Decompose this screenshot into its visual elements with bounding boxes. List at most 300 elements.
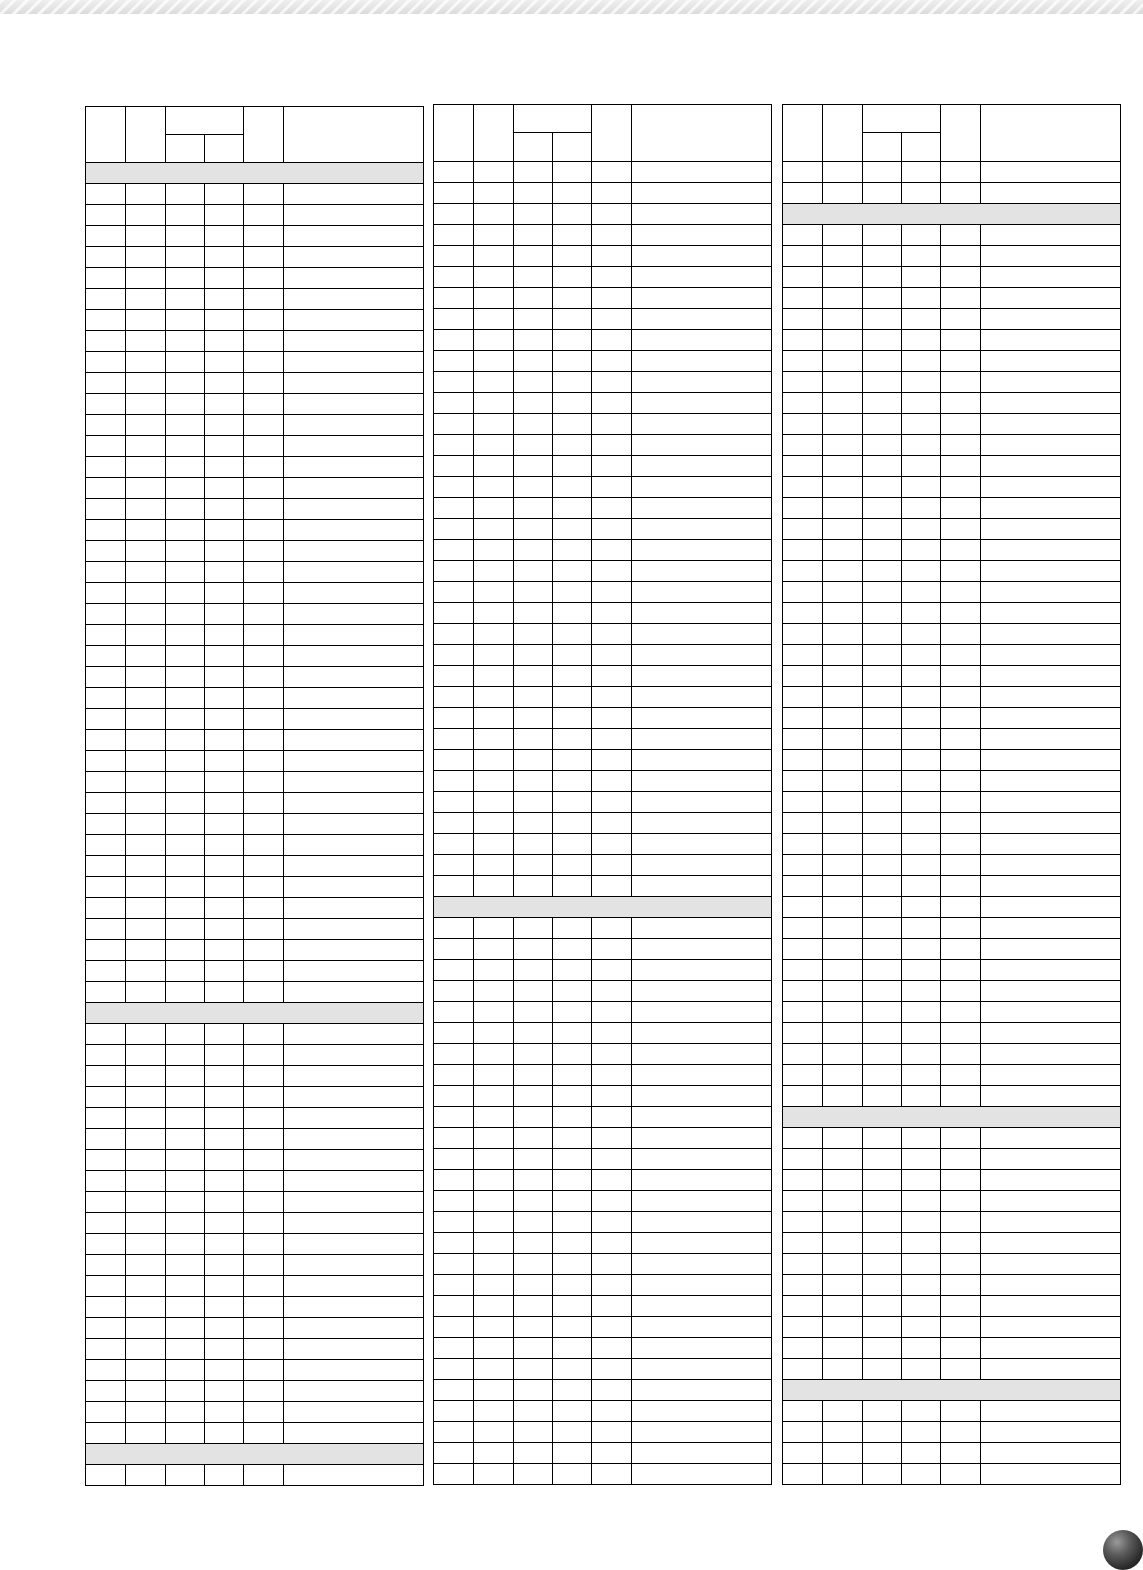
table-cell	[166, 1360, 205, 1381]
table-cell	[514, 708, 553, 729]
table-cell	[126, 1150, 166, 1171]
table-cell	[86, 310, 126, 331]
table-cell	[244, 352, 284, 373]
table-cell	[284, 352, 424, 373]
table-cell	[632, 918, 772, 939]
table-cell	[514, 1380, 553, 1401]
table-cell	[823, 1359, 863, 1380]
table-cell	[86, 1171, 126, 1192]
table-cell	[823, 267, 863, 288]
table-cell	[592, 393, 632, 414]
table-cell	[981, 1149, 1121, 1170]
table-cell	[514, 960, 553, 981]
table-row	[783, 540, 1121, 561]
table-cell	[553, 1191, 592, 1212]
table-cell	[981, 1002, 1121, 1023]
table-cell	[126, 1024, 166, 1045]
table-row	[434, 162, 772, 183]
table-row	[434, 603, 772, 624]
table-cell	[941, 708, 981, 729]
table-cell	[166, 646, 205, 667]
table-cell	[86, 184, 126, 205]
table-cell	[166, 541, 205, 562]
table-cell	[126, 1045, 166, 1066]
table-cell	[863, 309, 902, 330]
table-cell	[863, 162, 902, 183]
table-cell	[284, 1192, 424, 1213]
table-row	[783, 267, 1121, 288]
table-cell	[166, 1066, 205, 1087]
table-cell	[941, 834, 981, 855]
table-cell	[434, 456, 474, 477]
table-row	[783, 1086, 1121, 1107]
table-row	[86, 1045, 424, 1066]
table-cell	[981, 1170, 1121, 1191]
table-cell	[126, 772, 166, 793]
table-row	[783, 687, 1121, 708]
table-cell	[434, 1191, 474, 1212]
table-cell	[244, 289, 284, 310]
table-cell	[632, 225, 772, 246]
table-cell	[632, 288, 772, 309]
table-cell	[592, 603, 632, 624]
table-cell	[592, 1128, 632, 1149]
table-cell	[474, 477, 514, 498]
table-cell	[86, 1129, 126, 1150]
table-cell	[783, 267, 823, 288]
table-row	[86, 751, 424, 772]
table-row	[434, 1359, 772, 1380]
table-cell	[514, 1464, 553, 1485]
header-subcell-2	[205, 135, 244, 163]
table-cell	[126, 856, 166, 877]
table-cell	[783, 372, 823, 393]
table-cell	[126, 877, 166, 898]
table-cell	[474, 624, 514, 645]
table-cell	[941, 351, 981, 372]
table-cell	[981, 162, 1121, 183]
table-row	[86, 667, 424, 688]
table-cell	[434, 498, 474, 519]
table-cell	[474, 330, 514, 351]
table-cell	[86, 1360, 126, 1381]
table-cell	[941, 1359, 981, 1380]
table-cell	[981, 1023, 1121, 1044]
table-cell	[474, 1359, 514, 1380]
table-row	[783, 288, 1121, 309]
table-cell	[783, 729, 823, 750]
table-cell	[434, 1275, 474, 1296]
table-cell	[474, 1002, 514, 1023]
table-cell	[592, 204, 632, 225]
table-cell	[284, 562, 424, 583]
table-cell	[592, 1254, 632, 1275]
table-cell	[474, 1401, 514, 1422]
table-cell	[86, 1402, 126, 1423]
table-row	[783, 162, 1121, 183]
table-cell	[783, 1359, 823, 1380]
table-cell	[434, 603, 474, 624]
table-cell	[244, 373, 284, 394]
table-cell	[592, 1233, 632, 1254]
table-cell	[166, 625, 205, 646]
table-cell	[166, 1087, 205, 1108]
table-row	[783, 1338, 1121, 1359]
table-cell	[434, 960, 474, 981]
table-cell	[86, 1024, 126, 1045]
table-cell	[474, 1422, 514, 1443]
table-cell	[553, 288, 592, 309]
table-cell	[166, 184, 205, 205]
table-cell	[514, 771, 553, 792]
table-cell	[474, 414, 514, 435]
table-cell	[941, 1212, 981, 1233]
table-cell	[592, 246, 632, 267]
table-cell	[166, 583, 205, 604]
table-cell	[474, 939, 514, 960]
table-row	[86, 331, 424, 352]
table-cell	[823, 1086, 863, 1107]
table-cell	[632, 1212, 772, 1233]
table-cell	[126, 751, 166, 772]
table-row	[783, 1233, 1121, 1254]
table-cell	[863, 1086, 902, 1107]
table-cell	[205, 625, 244, 646]
table-cell	[474, 750, 514, 771]
table-cell	[244, 646, 284, 667]
table-row	[434, 1107, 772, 1128]
table-cell	[592, 1401, 632, 1422]
table-cell	[166, 1423, 205, 1444]
table-cell	[514, 1191, 553, 1212]
table-row	[434, 267, 772, 288]
table-cell	[86, 1087, 126, 1108]
table-cell	[981, 330, 1121, 351]
table-cell	[592, 1443, 632, 1464]
table-cell	[244, 184, 284, 205]
table-cell	[166, 751, 205, 772]
table-cell	[284, 1276, 424, 1297]
section-divider-row	[434, 897, 772, 918]
table-cell	[514, 1212, 553, 1233]
table-cell	[902, 1149, 941, 1170]
table-cell	[553, 1338, 592, 1359]
table-cell	[166, 205, 205, 226]
table-row	[783, 624, 1121, 645]
table-cell	[553, 519, 592, 540]
table-cell	[86, 1339, 126, 1360]
table-row	[783, 414, 1121, 435]
table-cell	[981, 519, 1121, 540]
table-cell	[632, 1296, 772, 1317]
table-cell	[514, 183, 553, 204]
table-row	[783, 1191, 1121, 1212]
table-header	[434, 105, 772, 162]
table-cell	[941, 687, 981, 708]
table-cell	[284, 478, 424, 499]
table-cell	[434, 645, 474, 666]
table-cell	[474, 666, 514, 687]
table-cell	[434, 1233, 474, 1254]
table-row	[434, 1422, 772, 1443]
table-cell	[126, 562, 166, 583]
table-cell	[632, 435, 772, 456]
table-row	[86, 1276, 424, 1297]
table-cell	[514, 519, 553, 540]
table-cell	[553, 1464, 592, 1485]
table-cell	[126, 1339, 166, 1360]
table-cell	[783, 1086, 823, 1107]
table-cell	[941, 393, 981, 414]
table-cell	[205, 835, 244, 856]
table-cell	[823, 1044, 863, 1065]
table-cell	[126, 583, 166, 604]
table-cell	[474, 645, 514, 666]
table-cell	[244, 457, 284, 478]
table-cell	[284, 1381, 424, 1402]
table-cell	[553, 498, 592, 519]
table-row	[434, 225, 772, 246]
table-cell	[632, 162, 772, 183]
table-row	[783, 519, 1121, 540]
header-cell-2	[126, 107, 166, 163]
table-cell	[86, 1045, 126, 1066]
table-cell	[434, 1023, 474, 1044]
table-cell	[514, 456, 553, 477]
table-cell	[434, 792, 474, 813]
table-cell	[284, 373, 424, 394]
table-cell	[941, 1317, 981, 1338]
table-cell	[244, 625, 284, 646]
table-cell	[592, 1107, 632, 1128]
table-cell	[126, 1381, 166, 1402]
table-cell	[434, 582, 474, 603]
table-cell	[783, 1212, 823, 1233]
table-cell	[863, 1233, 902, 1254]
table-cell	[902, 183, 941, 204]
table-cell	[166, 1024, 205, 1045]
table-cell	[284, 1255, 424, 1276]
table-cell	[205, 1318, 244, 1339]
table-cell	[632, 876, 772, 897]
table-cell	[553, 1422, 592, 1443]
table-cell	[205, 1255, 244, 1276]
table-cell	[902, 645, 941, 666]
table-cell	[553, 540, 592, 561]
table-cell	[863, 1275, 902, 1296]
table-cell	[592, 855, 632, 876]
table-cell	[86, 982, 126, 1003]
table-cell	[941, 246, 981, 267]
table-cell	[434, 414, 474, 435]
table-cell	[981, 1464, 1121, 1485]
table-cell	[205, 1234, 244, 1255]
table-cell	[284, 730, 424, 751]
table-cell	[474, 372, 514, 393]
table-cell	[592, 624, 632, 645]
table-cell	[941, 1044, 981, 1065]
table-cell	[284, 1213, 424, 1234]
table-row	[86, 394, 424, 415]
table-cell	[981, 246, 1121, 267]
table-cell	[902, 834, 941, 855]
table-cell	[553, 729, 592, 750]
table-cell	[632, 456, 772, 477]
table-cell	[592, 1422, 632, 1443]
section-divider-cell	[783, 1107, 1121, 1128]
table-cell	[514, 1359, 553, 1380]
table-cell	[86, 772, 126, 793]
table-cell	[166, 1318, 205, 1339]
table-cell	[434, 708, 474, 729]
table-cell	[205, 1423, 244, 1444]
table-row	[434, 372, 772, 393]
table-cell	[514, 729, 553, 750]
table-cell	[863, 1443, 902, 1464]
table-cell	[514, 1338, 553, 1359]
table-cell	[902, 246, 941, 267]
table-row	[783, 1254, 1121, 1275]
table-cell	[474, 162, 514, 183]
table-row	[783, 1128, 1121, 1149]
table-cell	[474, 876, 514, 897]
table-cell	[902, 498, 941, 519]
table-row	[434, 687, 772, 708]
table-cell	[823, 1464, 863, 1485]
table-cell	[592, 183, 632, 204]
table-cell	[632, 1275, 772, 1296]
table-cell	[941, 897, 981, 918]
table-cell	[863, 477, 902, 498]
table-cell	[863, 456, 902, 477]
table-cell	[434, 1380, 474, 1401]
table-cell	[981, 876, 1121, 897]
table-cell	[863, 1317, 902, 1338]
table-cell	[941, 750, 981, 771]
table-cell	[941, 477, 981, 498]
table-cell	[514, 561, 553, 582]
table-cell	[823, 1401, 863, 1422]
table-cell	[632, 330, 772, 351]
table-cell	[86, 562, 126, 583]
header-cell-5	[941, 105, 981, 162]
header-subcell-2	[553, 133, 592, 162]
table-cell	[244, 940, 284, 961]
table-row	[434, 288, 772, 309]
table-cell	[823, 1191, 863, 1212]
table-cell	[514, 246, 553, 267]
table-cell	[632, 246, 772, 267]
table-cell	[205, 814, 244, 835]
table-cell	[863, 435, 902, 456]
table-cell	[126, 625, 166, 646]
table-cell	[592, 288, 632, 309]
header-cell-1	[434, 105, 474, 162]
table-cell	[474, 393, 514, 414]
table-cell	[823, 939, 863, 960]
table-cell	[126, 478, 166, 499]
table-cell	[434, 1107, 474, 1128]
table-cell	[941, 1296, 981, 1317]
table-row	[86, 1465, 424, 1486]
table-cell	[86, 394, 126, 415]
table-row	[434, 750, 772, 771]
table-cell	[434, 204, 474, 225]
table-cell	[244, 1297, 284, 1318]
table-cell	[284, 1339, 424, 1360]
table-cell	[205, 1192, 244, 1213]
table-row	[783, 1044, 1121, 1065]
table-cell	[981, 1422, 1121, 1443]
table-cell	[902, 1401, 941, 1422]
table-cell	[205, 751, 244, 772]
table-cell	[126, 919, 166, 940]
table-cell	[783, 561, 823, 582]
table-cell	[941, 561, 981, 582]
table-cell	[981, 561, 1121, 582]
table-cell	[553, 960, 592, 981]
table-row	[434, 771, 772, 792]
table-row	[86, 205, 424, 226]
table-row	[434, 204, 772, 225]
table-cell	[284, 667, 424, 688]
table-cell	[514, 1275, 553, 1296]
table-cell	[823, 1422, 863, 1443]
table-cell	[823, 1149, 863, 1170]
section-divider-row	[86, 1444, 424, 1465]
table-cell	[126, 205, 166, 226]
table-cell	[205, 247, 244, 268]
table-row	[86, 436, 424, 457]
table-cell	[86, 814, 126, 835]
table-cell	[823, 246, 863, 267]
table-cell	[434, 1359, 474, 1380]
table-cell	[941, 645, 981, 666]
table-row	[783, 792, 1121, 813]
table-cell	[941, 1422, 981, 1443]
table-cell	[284, 226, 424, 247]
table-cell	[205, 352, 244, 373]
table-cell	[783, 1128, 823, 1149]
table-cell	[863, 393, 902, 414]
table-cell	[632, 813, 772, 834]
table-cell	[592, 1275, 632, 1296]
table-cell	[205, 268, 244, 289]
table-cell	[863, 813, 902, 834]
table-cell	[284, 1402, 424, 1423]
section-divider-cell	[86, 163, 424, 184]
table-cell	[863, 834, 902, 855]
table-cell	[166, 730, 205, 751]
table-cell	[823, 162, 863, 183]
table-cell	[981, 456, 1121, 477]
table-cell	[434, 729, 474, 750]
table-cell	[244, 499, 284, 520]
table-cell	[514, 309, 553, 330]
table-cell	[981, 960, 1121, 981]
table-cell	[244, 268, 284, 289]
table-cell	[902, 813, 941, 834]
table-cell	[86, 1423, 126, 1444]
table-row	[434, 1191, 772, 1212]
table-cell	[434, 1338, 474, 1359]
table-cell	[902, 1359, 941, 1380]
table-cell	[474, 1338, 514, 1359]
table-cell	[941, 225, 981, 246]
table-cell	[823, 1002, 863, 1023]
table-cell	[863, 1191, 902, 1212]
table-cell	[902, 1044, 941, 1065]
